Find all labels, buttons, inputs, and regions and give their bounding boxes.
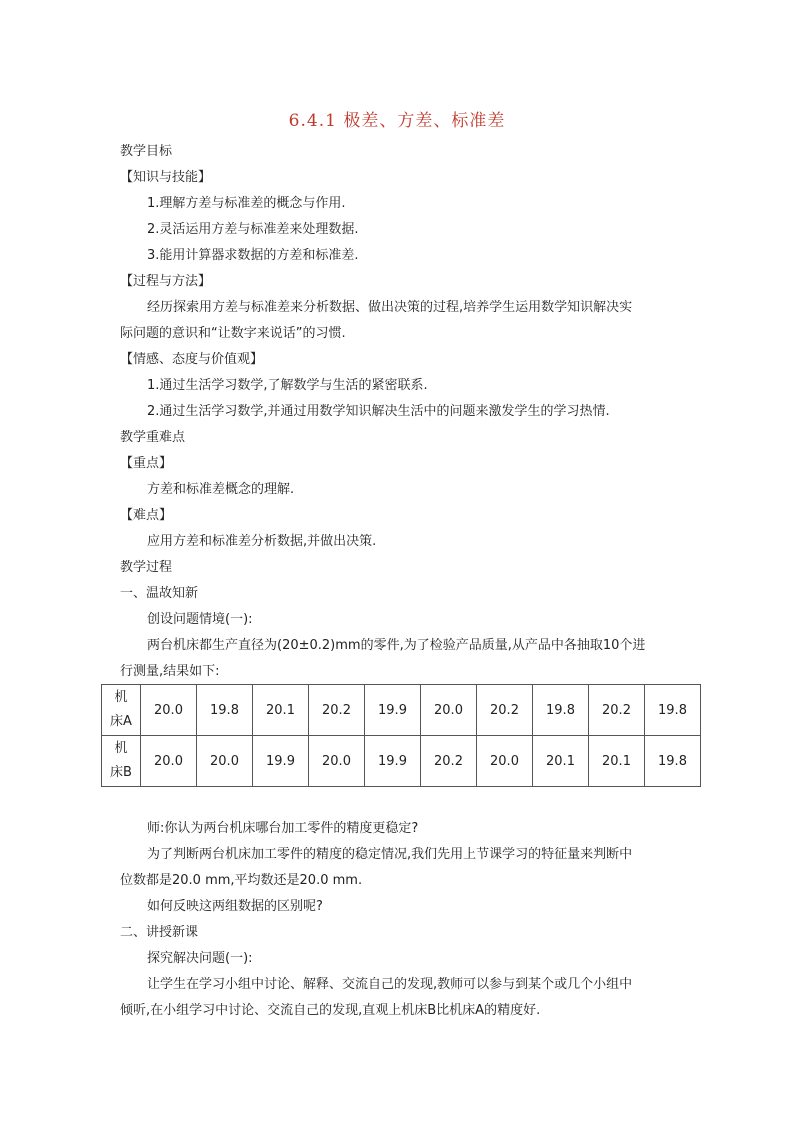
table-cell: 19.8 — [645, 685, 701, 736]
paragraph: 创设问题情境(一): — [147, 612, 253, 627]
section-heading: 二、讲授新课 — [120, 925, 199, 940]
paragraph: 3.能用计算器求数据的方差和标准差. — [147, 248, 359, 263]
table-cell: 20.1 — [589, 736, 645, 787]
paragraph: 2.灵活运用方差与标准差来处理数据. — [147, 222, 359, 237]
paragraph: 际问题的意识和“让数字来说话”的习惯. — [120, 326, 346, 341]
table-row — [102, 736, 701, 787]
paragraph: 探究解决问题(一): — [147, 951, 253, 966]
paragraph: 经历探索用方差与标准差来分析数据、做出决策的过程,培养学生运用数学知识解决实 — [147, 300, 633, 315]
paragraph: 师:你认为两台机床哪台加工零件的精度更稳定? — [147, 821, 419, 836]
paragraph: 方差和标准差概念的理解. — [147, 482, 295, 497]
table-cell: 20.0 — [477, 736, 533, 787]
table-cell: 20.0 — [309, 736, 365, 787]
table-cell: 20.1 — [253, 685, 309, 736]
section-heading: 教学目标 — [120, 144, 173, 159]
paragraph: 应用方差和标准差分析数据,并做出决策. — [147, 534, 377, 549]
paragraph: 为了判断两台机床加工零件的精度的稳定情况,我们先用上节课学习的特征量来判断中 — [147, 847, 633, 862]
table-cell: 20.0 — [421, 685, 477, 736]
paragraph: 两台机床都生产直径为(20±0.2)mm的零件,为了检验产品质量,从产品中各抽取10个进 — [147, 638, 646, 653]
section-heading: 教学重难点 — [120, 430, 186, 445]
section-heading: 教学过程 — [120, 560, 173, 575]
table-cell: 20.0 — [197, 736, 253, 787]
table-cell: 20.2 — [309, 685, 365, 736]
row-header: 机 床A — [102, 685, 141, 736]
table-cell: 20.0 — [141, 685, 197, 736]
table-cell: 20.0 — [141, 736, 197, 787]
section-heading: 一、温故知新 — [120, 586, 199, 601]
table-cell: 20.2 — [589, 685, 645, 736]
paragraph: 位数都是20.0 mm,平均数还是20.0 mm. — [120, 873, 363, 888]
page-title: 6.4.1 极差、方差、标准差 — [288, 111, 506, 131]
table-cell: 19.9 — [365, 736, 421, 787]
table-cell: 20.2 — [421, 736, 477, 787]
paragraph: 1.通过生活学习数学,了解数学与生活的紧密联系. — [147, 378, 428, 393]
table-cell: 19.9 — [365, 685, 421, 736]
row-header: 机 床B — [102, 736, 141, 787]
subsection-heading: 【重点】 — [120, 456, 173, 471]
measurement-table — [101, 684, 701, 787]
subsection-heading: 【难点】 — [120, 508, 173, 523]
table-cell: 19.8 — [533, 685, 589, 736]
subsection-heading: 【知识与技能】 — [120, 170, 212, 185]
table-cell: 20.1 — [533, 736, 589, 787]
paragraph: 倾听,在小组学习中讨论、交流自己的发现,直观上机床B比机床A的精度好. — [120, 1003, 541, 1018]
table-cell: 20.2 — [477, 685, 533, 736]
table-cell: 19.9 — [253, 736, 309, 787]
paragraph: 如何反映这两组数据的区别呢? — [147, 899, 323, 914]
paragraph: 1.理解方差与标准差的概念与作用. — [147, 196, 346, 211]
paragraph: 2.通过生活学习数学,并通过用数学知识解决生活中的问题来激发学生的学习热情. — [147, 404, 610, 419]
subsection-heading: 【情感、态度与价值观】 — [120, 352, 264, 367]
paragraph: 行测量,结果如下: — [120, 664, 220, 679]
subsection-heading: 【过程与方法】 — [120, 274, 212, 289]
paragraph: 让学生在学习小组中讨论、解释、交流自己的发现,教师可以参与到某个或几个小组中 — [147, 977, 633, 992]
table-cell: 19.8 — [645, 736, 701, 787]
table-row — [102, 685, 701, 736]
table-cell: 19.8 — [197, 685, 253, 736]
